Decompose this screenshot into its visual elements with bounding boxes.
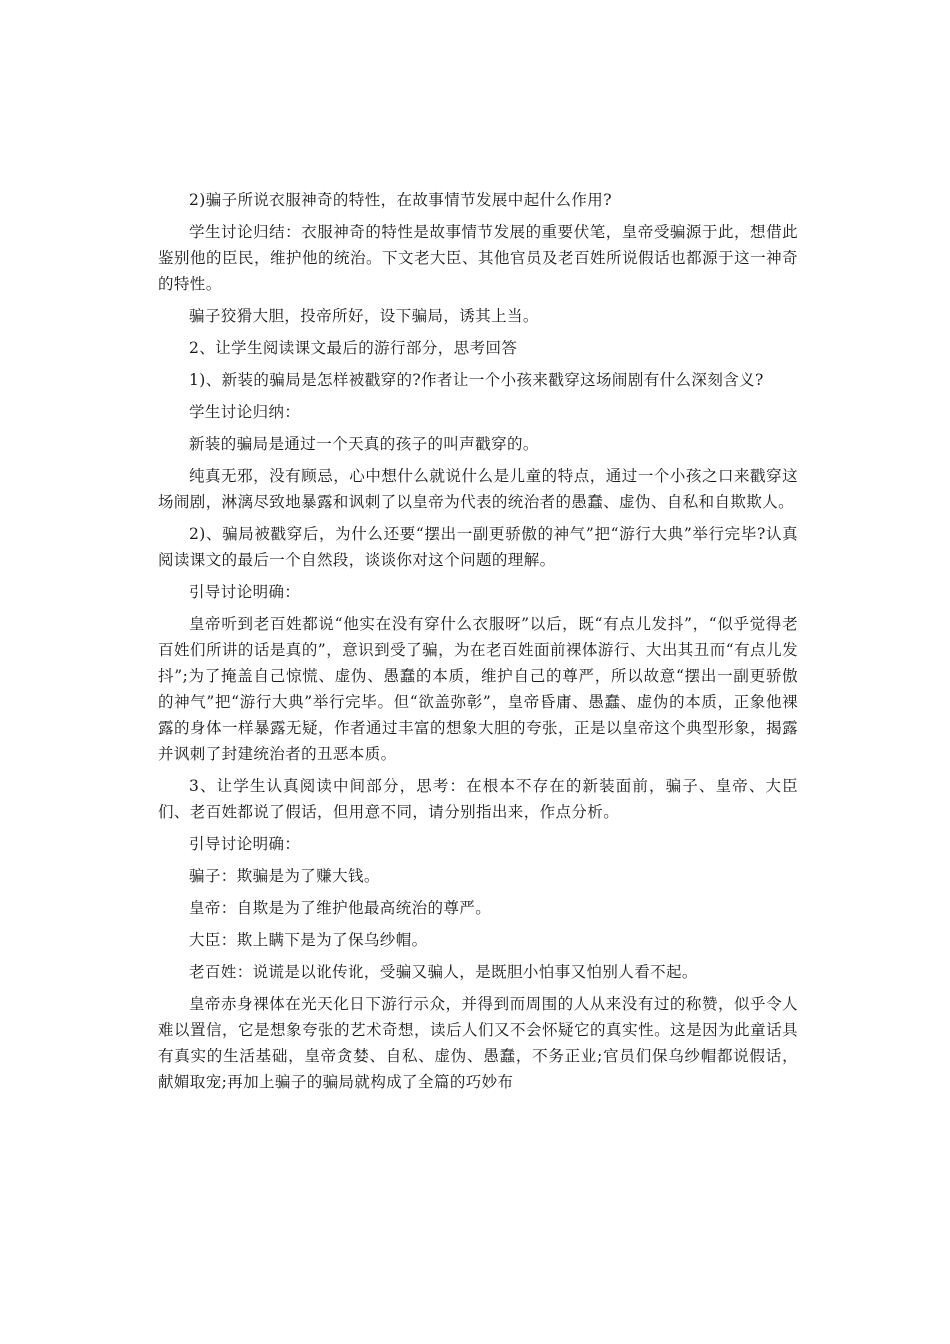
paragraph-question-2: 2)骗子所说衣服神奇的特性，在故事情节发展中起什么作用? (189, 191, 612, 209)
paragraph-swindler-note: 骗子狡猾大胆，投帝所好，设下骗局，诱其上当。 (189, 307, 539, 325)
paragraph-question-1: 1)、新装的骗局是怎样被戳穿的?作者让一个小孩来戳穿这场闹剧有什么深刻含义? (189, 371, 764, 389)
paragraph-guide-label: 引导讨论明确： (189, 583, 301, 601)
paragraph-child-analysis: 纯真无邪，没有顾忌，心中想什么就说什么是儿童的特点，通过一个小孩之口来戳穿这场闹剧，淋漓尽致地暴露和讽刺了以皇帝为代表的统治者的愚蠢、虚伪、自私和自欺欺人。 (158, 467, 798, 511)
paragraph-emperor: 皇帝：自欺是为了维护他最高统治的尊严。 (189, 899, 492, 917)
paragraph-conclusion: 皇帝赤身裸体在光天化日下游行示众，并得到而周围的人从来没有过的称赞，似乎令人难以置信，它是想象夸张的艺术奇想，读后人们又不会怀疑它的真实性。这是因为此童话具有真实的生活基础，皇帝贪婪、自私、虚伪、愚蠢，不务正业;官员们保乌纱帽都说假话，献媚取宠;再加上骗子的骗局就构成了全篇的巧妙布 (158, 995, 798, 1091)
paragraph-task-2: 2、让学生阅读课文最后的游行部分，思考回答 (189, 339, 518, 357)
paragraph-summary-clothes: 学生讨论归结：衣服神奇的特性是故事情节发展的重要伏笔，皇帝受骗源于此，想借此鉴别他的臣民，维护他的统治。下文老大臣、其他官员及老百姓所说假话也都源于这一神奇的特性。 (158, 223, 798, 293)
paragraph-swindler: 骗子：欺骗是为了赚大钱。 (189, 867, 380, 885)
paragraph-emperor-analysis: 皇帝听到老百姓都说“他实在没有穿什么衣服呀”以后，既“有点儿发抖”，“似乎觉得老百姓们所讲的话是真的”，意识到受了骗，为在老百姓面前裸体游行、大出其丑而“有点儿发抖”;为了掩盖自己惊慌、虚伪、愚蠢的本质，维护自己的尊严，所以故意“摆出一副更骄傲的神气”把“游行大典”举行完毕。但“欲盖弥彰”，皇帝昏庸、愚蠢、虚伪的本质，正象他裸露的身体一样暴露无疑，作者通过丰富的想象大胆的夸张，正是以皇帝这个典型形象，揭露并讽刺了封建统治者的丑恶本质。 (158, 615, 798, 763)
paragraph-discussion-label: 学生讨论归纳： (189, 403, 301, 421)
paragraph-people: 老百姓：说谎是以讹传讹，受骗又骗人，是既胆小怕事又怕别人看不起。 (189, 963, 698, 981)
paragraph-answer-child: 新装的骗局是通过一个天真的孩子的叫声戳穿的。 (189, 435, 539, 453)
paragraph-minister: 大臣：欺上瞒下是为了保乌纱帽。 (189, 931, 428, 949)
document-body (158, 187, 798, 1101)
paragraph-task-3: 3、让学生认真阅读中间部分，思考：在根本不存在的新装面前，骗子、皇帝、大臣们、老百姓都说了假话，但用意不同，请分别指出来，作点分析。 (158, 777, 798, 821)
paragraph-question-2b: 2)、骗局被戳穿后，为什么还要“摆出一副更骄傲的神气”把“游行大典”举行完毕?认真阅读课文的最后一个自然段，谈谈你对这个问题的理解。 (158, 525, 798, 569)
paragraph-guide-label-2: 引导讨论明确： (189, 835, 301, 853)
